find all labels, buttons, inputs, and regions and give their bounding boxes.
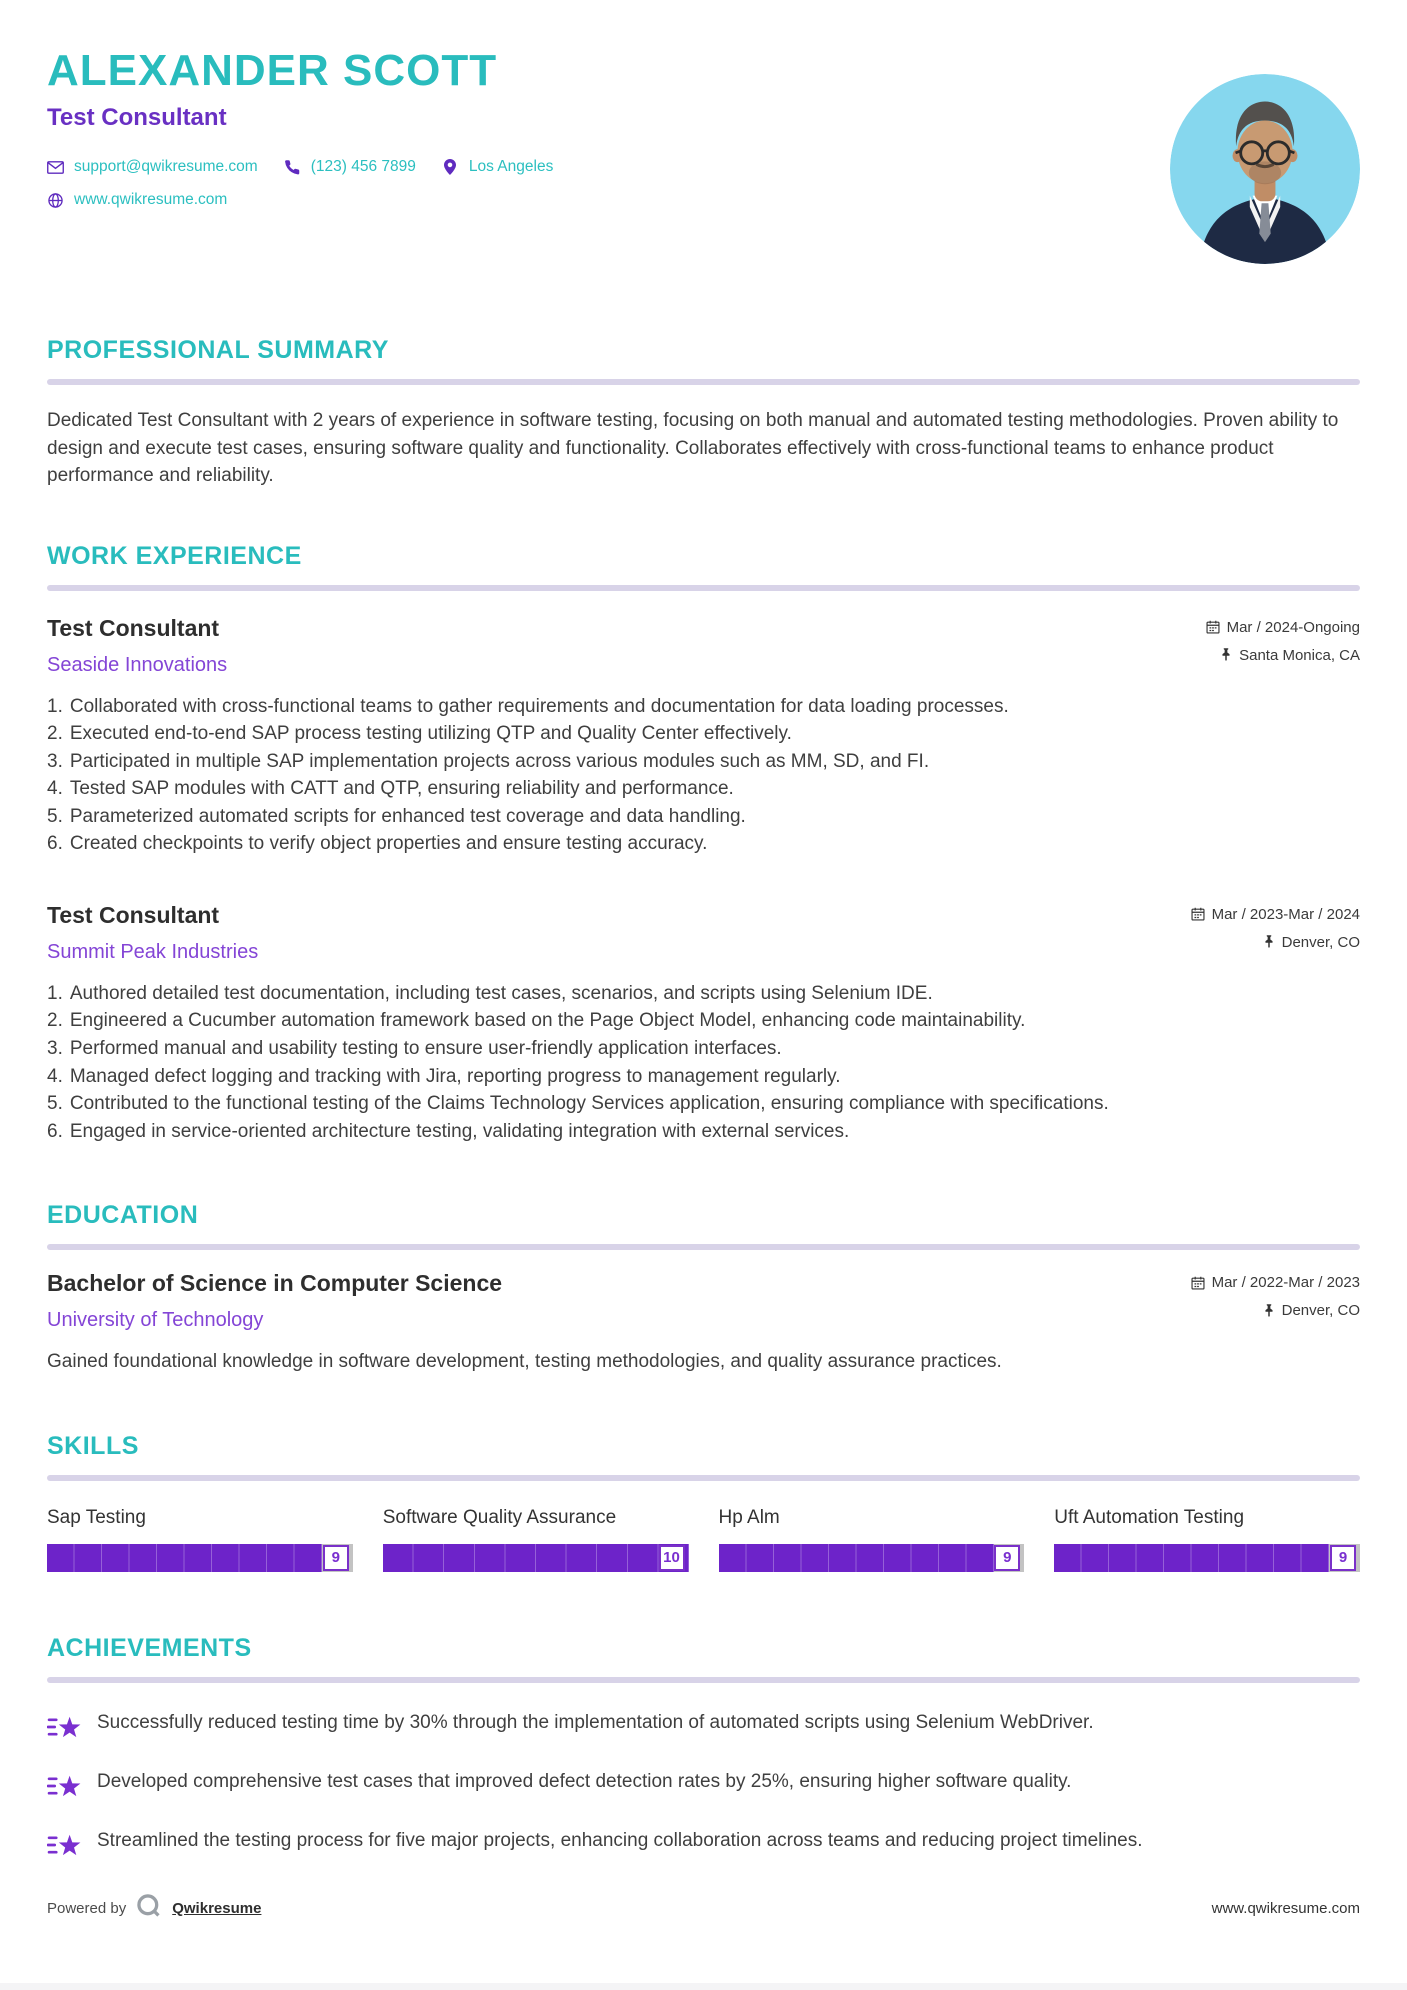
education-location [1191,1302,1360,1319]
bullet-item [47,803,1360,831]
qwikresume-logo-icon [136,1893,162,1924]
section-divider [47,1677,1360,1683]
job-date-text: Mar / 2023-Mar / 2024 [1211,905,1360,923]
powered-by-label: Powered by [47,1900,127,1917]
website-link[interactable] [47,191,227,209]
bullet-number: 3. [47,1038,63,1060]
achievements-list [47,1709,1360,1861]
bullet-number: 3. [47,750,63,772]
job-company: Seaside Innovations [47,653,228,676]
skill-name: Uft Automation Testing [1054,1506,1245,1528]
bullet-text: Performed manual and usability testing to ensure user-friendly application interfaces. [69,1038,782,1060]
education-header [47,1270,1360,1332]
shooting-star-icon [47,1829,84,1861]
bullet-number: 2. [47,723,63,745]
section-heading: SKILLS [47,1431,139,1460]
section-heading: PROFESSIONAL SUMMARY [47,336,389,364]
job-meta [1191,902,1360,951]
location-item [442,158,553,176]
bullet-text: Executed end-to-end SAP process testing utilizing QTP and Quality Center effectively. [69,723,792,745]
bullet-text: Tested SAP modules with CATT and QTP, ensuring reliability and performance. [69,778,734,800]
calendar-icon [1191,907,1205,921]
skill-bar [383,1544,689,1572]
shooting-star-icon [47,1770,84,1802]
bullet-item [47,720,1360,748]
education-dates [1191,1274,1360,1291]
phone-text: (123) 456 7899 [310,158,416,175]
bullet-text: Managed defect logging and tracking with Jira, reporting progress to management regularly. [69,1065,841,1087]
bullet-number: 1. [47,695,63,717]
skill-bar-fill [719,1544,994,1572]
footer-branding [47,1893,261,1924]
skill-item [719,1507,1025,1572]
candidate-title: Test Consultant [47,104,227,131]
job-title-block [47,615,227,677]
section-education [47,1201,1360,1376]
education-entry [47,1270,1360,1376]
skill-level-badge: 9 [323,1545,349,1571]
bullet-text: Participated in multiple SAP implementation projects across various modules such as MM, SD, and FI. [69,750,930,772]
skill-item [47,1507,353,1572]
job-dates [1206,619,1360,636]
job-entry [47,615,1360,858]
pin-icon [1263,935,1275,949]
avatar [1170,74,1360,264]
skill-level-badge: 9 [994,1545,1020,1571]
job-location [1206,647,1360,664]
bullet-item [47,1090,1360,1118]
bullet-text: Parameterized automated scripts for enhanced test coverage and data handling. [69,805,746,827]
job-date-text: Mar / 2024-Ongoing [1226,618,1360,636]
bullet-number: 4. [47,1065,63,1087]
bullet-item [47,748,1360,776]
footer [47,1893,1360,1924]
skill-name: Software Quality Assurance [382,1506,617,1528]
section-heading: ACHIEVEMENTS [47,1633,252,1662]
contact-info [47,158,1360,209]
achievement-text: Streamlined the testing process for five major projects, enhancing collaboration across teams and reducing project timelines. [97,1829,1143,1851]
education-meta [1191,1270,1360,1319]
bullet-number: 6. [47,833,63,855]
section-heading: WORK EXPERIENCE [47,541,302,570]
contact-row [47,191,1360,209]
job-header [47,615,1360,677]
section-work-experience [47,542,1360,1146]
job-title-block [47,902,258,964]
skill-item [383,1507,689,1572]
candidate-name: ALEXANDER SCOTT [47,46,498,95]
job-bullets [47,693,1360,858]
bullet-text: Authored detailed test documentation, including test cases, scenarios, and scripts using Selenium IDE. [69,982,933,1004]
bullet-item [47,1063,1360,1091]
skill-bar [719,1544,1025,1572]
education-location-text: Denver, CO [1281,1302,1360,1320]
skill-bar [1054,1544,1360,1572]
education-description: Gained foundational knowledge in software development, testing methodologies, and quality assurance practices. [47,1351,1002,1373]
bullet-text: Contributed to the functional testing of the Claims Technology Services application, ensuring compliance with specifications. [69,1093,1109,1115]
job-title: Test Consultant [47,901,220,928]
bullet-item [47,693,1360,721]
education-title-block [47,1270,502,1332]
section-divider [47,1475,1360,1481]
pin-icon [1220,648,1232,662]
skill-bar [47,1544,353,1572]
page-bottom-strip [0,1983,1407,1990]
contact-row [47,158,1360,176]
skill-name: Sap Testing [47,1506,146,1528]
bullet-text: Engineered a Cucumber automation framework based on the Page Object Model, enhancing code maintainability. [69,1010,1026,1032]
skill-level-badge: 9 [1330,1545,1356,1571]
bullet-text: Engaged in service-oriented architecture testing, validating integration with external services. [69,1120,850,1142]
skill-level-badge: 10 [659,1545,685,1571]
bullet-item [47,980,1360,1008]
header [47,46,1360,288]
phone-link[interactable] [284,158,416,176]
bullet-number: 4. [47,778,63,800]
job-bullets [47,980,1360,1145]
email-link[interactable] [47,158,258,176]
bullet-item [47,1118,1360,1146]
bullet-item [47,1007,1360,1035]
bullet-number: 2. [47,1010,63,1032]
bullet-text: Collaborated with cross-functional teams to gather requirements and documentation for data loading processes. [69,695,1009,717]
shooting-star-icon [47,1711,84,1743]
section-heading: EDUCATION [47,1201,199,1230]
skill-item [1054,1507,1360,1572]
section-achievements [47,1634,1360,1861]
globe-icon [47,193,64,208]
achievement-item [47,1827,1360,1861]
summary-text: Dedicated Test Consultant with 2 years of experience in software testing, focusing on both manual and automated testing methodologies. Proven ability to design and execute test cases, ensuring software quality and functionality. Collaborates effectively with cross-functional teams to enhance product performance and reliability. [47,410,1339,487]
skills-grid [47,1507,1360,1572]
section-divider [47,379,1360,385]
skill-bar-fill [383,1544,689,1572]
bullet-number: 5. [47,1093,63,1115]
email-text: support@qwikresume.com [74,158,258,175]
achievement-text: Developed comprehensive test cases that improved defect detection rates by 25%, ensuring higher software quality. [97,1770,1072,1792]
section-professional-summary [47,336,1360,490]
location-icon [442,159,459,175]
achievement-item [47,1709,1360,1743]
qwikresume-link[interactable]: Qwikresume [172,1900,262,1917]
achievement-text: Successfully reduced testing time by 30% through the implementation of automated scripts using Selenium WebDriver. [97,1711,1094,1733]
bullet-item [47,1035,1360,1063]
degree-title: Bachelor of Science in Computer Science [47,1270,503,1297]
job-location-text: Denver, CO [1281,933,1360,951]
phone-icon [284,160,301,175]
education-date-text: Mar / 2022-Mar / 2023 [1211,1274,1360,1292]
bullet-number: 6. [47,1120,63,1142]
bullet-text: Created checkpoints to verify object properties and ensure testing accuracy. [69,833,708,855]
pin-icon [1263,1304,1275,1318]
email-icon [47,161,64,174]
section-divider [47,585,1360,591]
section-divider [47,1244,1360,1250]
achievement-item [47,1768,1360,1802]
calendar-icon [1191,1276,1205,1290]
job-location-text: Santa Monica, CA [1239,646,1360,664]
bullet-item [47,830,1360,858]
skill-bar-fill [1054,1544,1329,1572]
website-text: www.qwikresume.com [74,191,228,208]
section-skills [47,1432,1360,1572]
bullet-item [47,775,1360,803]
bullet-number: 5. [47,805,63,827]
footer-website: www.qwikresume.com [1211,1900,1360,1917]
location-text: Los Angeles [468,158,554,175]
job-company: Summit Peak Industries [47,940,259,963]
job-header [47,902,1360,964]
job-meta [1206,615,1360,664]
skill-name: Hp Alm [718,1506,780,1528]
job-dates [1191,906,1360,923]
bullet-number: 1. [47,982,63,1004]
skill-bar-fill [47,1544,322,1572]
calendar-icon [1206,620,1220,634]
job-entry [47,902,1360,1145]
job-location [1191,934,1360,951]
job-title: Test Consultant [47,614,220,641]
school-name: University of Technology [47,1309,264,1332]
